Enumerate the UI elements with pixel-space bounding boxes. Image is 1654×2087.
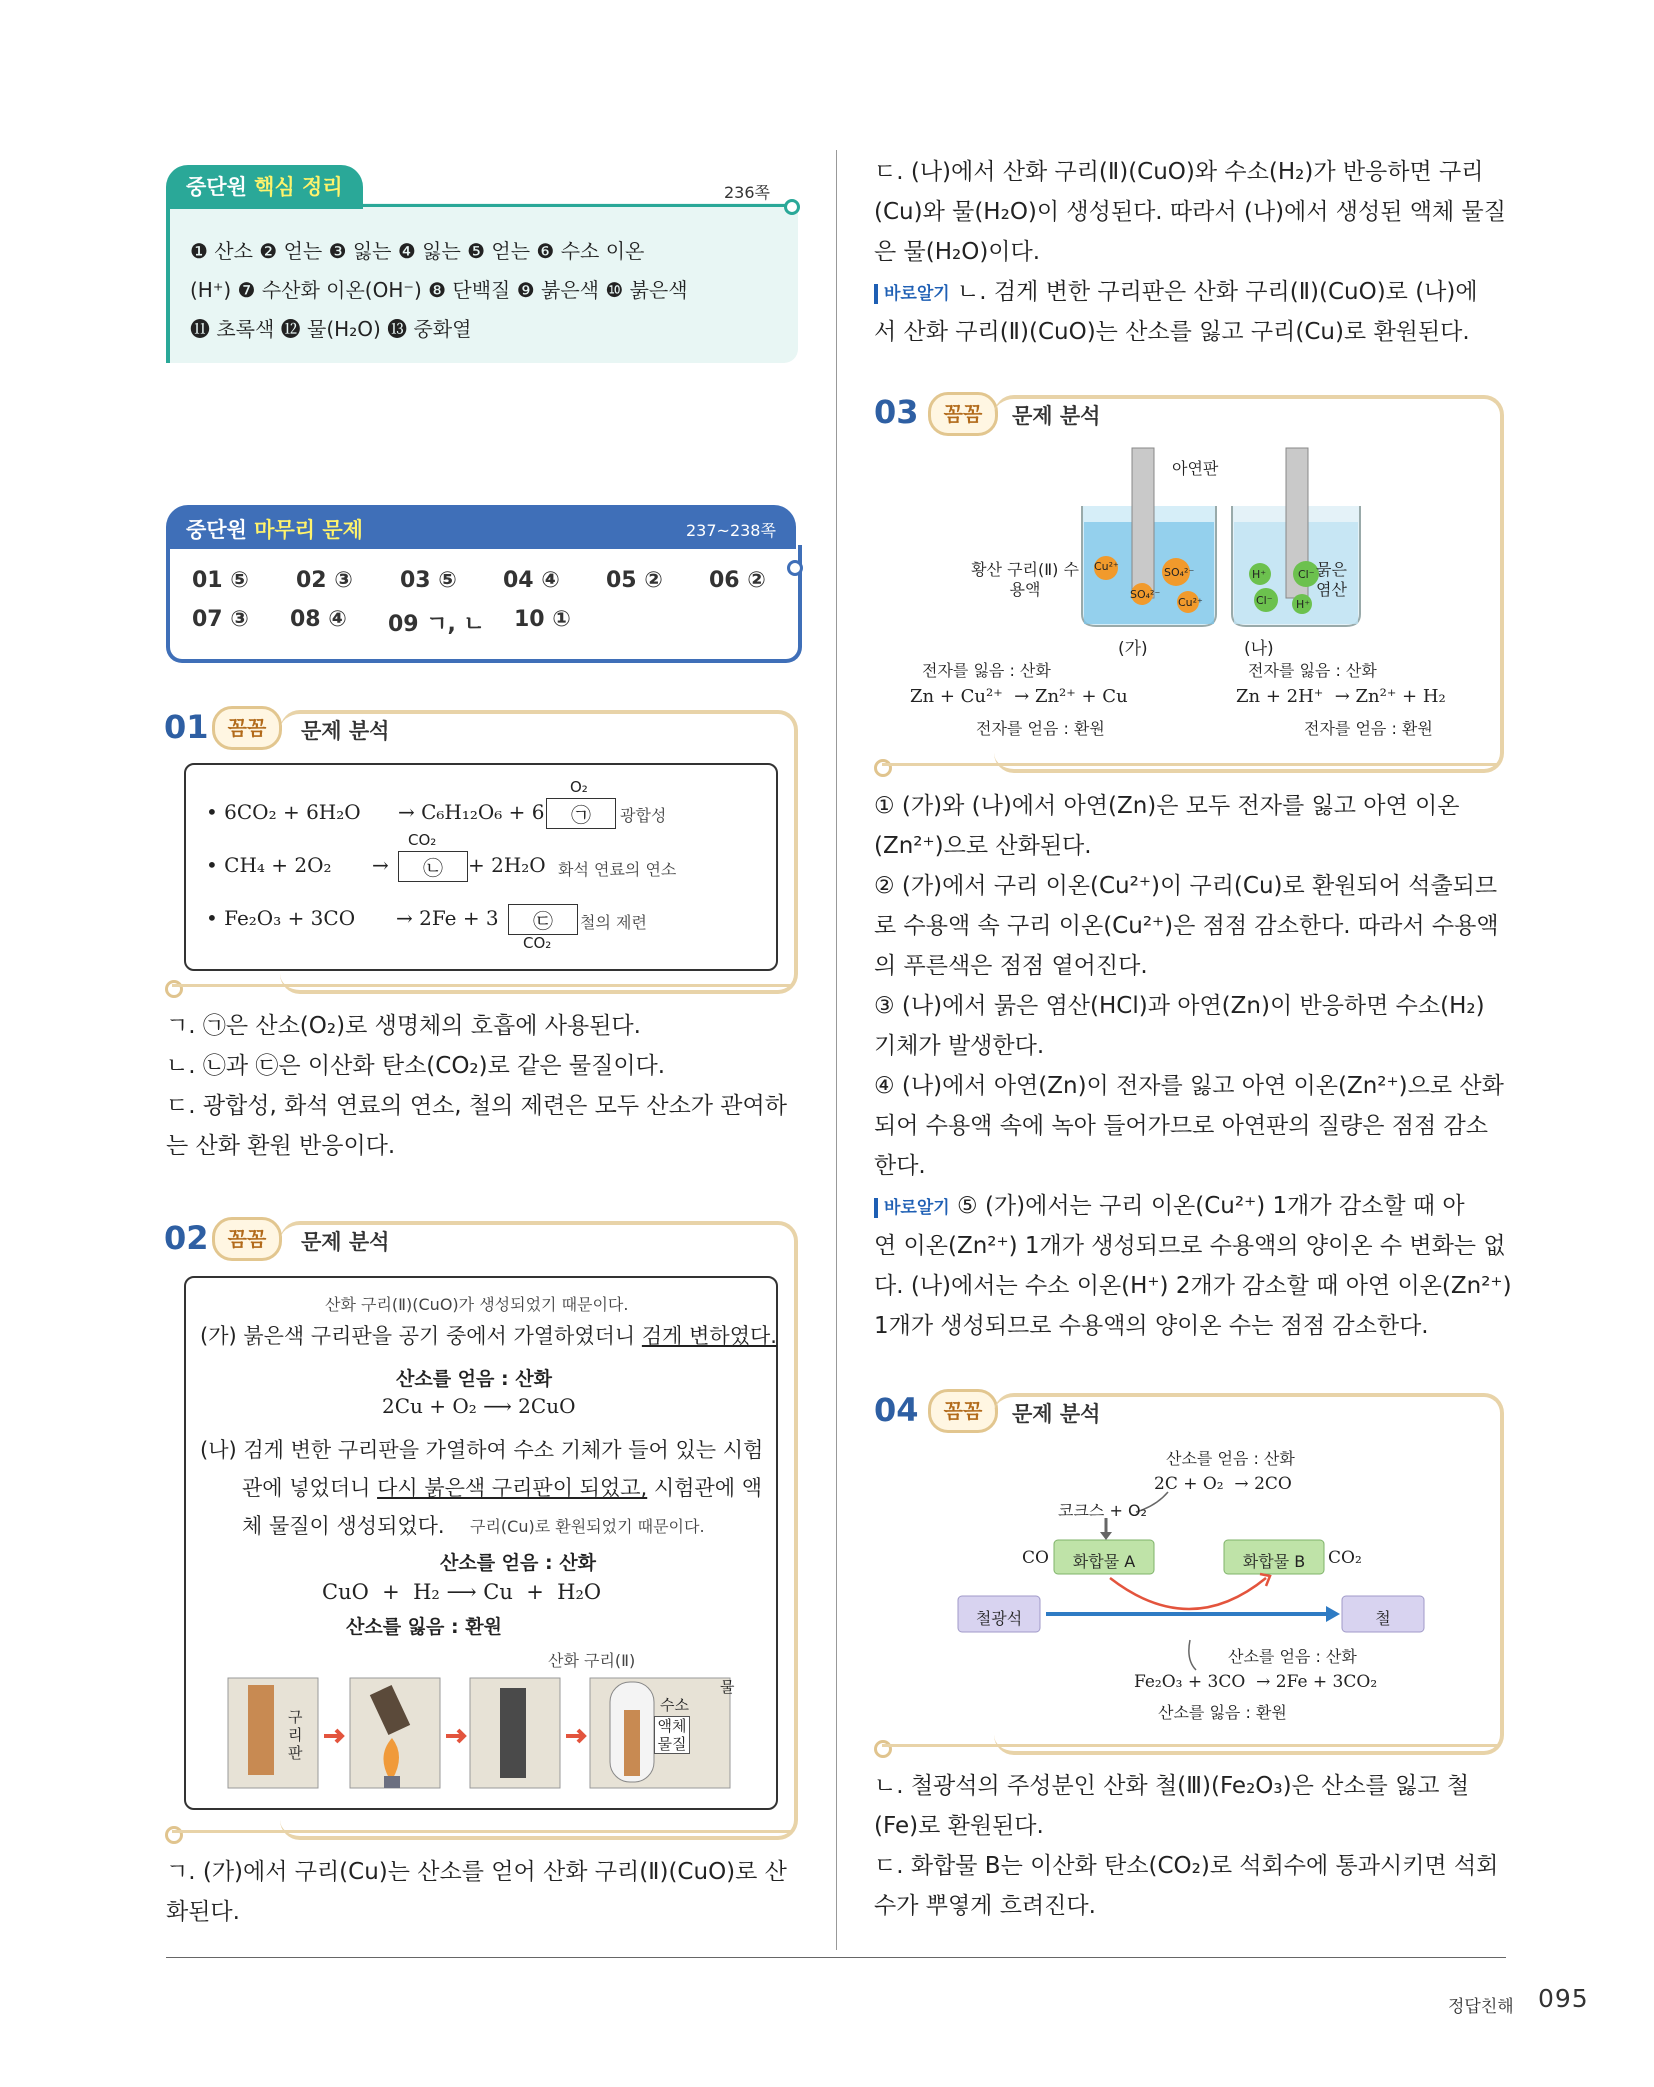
- answer-10: 10 ①: [514, 607, 571, 632]
- q03-na-equation: Zn + 2H⁺ → Zn²⁺ + H₂: [1236, 686, 1446, 707]
- q03-exp-4c: 한다.: [874, 1153, 926, 1179]
- quiz-dot: [787, 560, 803, 576]
- q04-compound-b: 화합물 B: [1242, 1552, 1306, 1571]
- q03-ion-right-4: H⁺: [1296, 598, 1311, 611]
- q04-coke: 코크스 + O₂: [1058, 1501, 1147, 1520]
- process-arrowhead: [1326, 1606, 1340, 1622]
- q02-tag-2: 산소를 얻음 : 산화: [440, 1552, 596, 1574]
- q01-bottom-rule: [172, 984, 792, 987]
- q04-exp-2b: 수가 뿌옇게 흐려진다.: [874, 1893, 1096, 1919]
- summary-divider: [360, 204, 790, 207]
- q01-row1-mid: → C₆H₁₂O₆ + 6: [398, 800, 545, 824]
- q03-ion-left-4: Cu²⁺: [1178, 596, 1203, 609]
- right-top-line-2: (Cu)와 물(H₂O)이 생성된다. 따라서 (나)에서 생성된 액체 물질: [874, 199, 1506, 225]
- q02-ga-underline: 검게 변하였다.: [641, 1324, 777, 1348]
- q04-number: 04: [874, 1391, 919, 1429]
- q02-na-line-3: 체 물질이 생성되었다.: [242, 1514, 445, 1538]
- q03-zinc-label: 아연판: [1168, 456, 1222, 479]
- q04-compound-a: 화합물 A: [1072, 1552, 1136, 1571]
- q03-ion-left-2: SO₄²⁻: [1164, 566, 1195, 579]
- q02-tag-3: 산소를 잃음 : 환원: [346, 1616, 502, 1638]
- q04-exp-1a: ㄴ. 철광석의 주성분인 산화 철(Ⅲ)(Fe₂O₃)은 산소를 잃고 철: [874, 1773, 1470, 1799]
- q03-na-bottom-tag: 전자를 얻음 : 환원: [1304, 719, 1433, 738]
- q01-row3-bottom: CO₂: [523, 934, 552, 952]
- q02-img-water: 물: [720, 1678, 735, 1696]
- summary-pages: 236쪽: [724, 183, 770, 202]
- footer-rule: [166, 1957, 1506, 1958]
- q03-exp-5d: 1개가 생성되므로 수용액의 양이온 수는 점점 감소한다.: [874, 1313, 1429, 1339]
- q04-badge: 꼼꼼: [928, 1389, 998, 1433]
- q02-note-top: 산화 구리(Ⅱ)(CuO)가 생성되었기 때문이다.: [325, 1295, 629, 1314]
- q02-img-copper: 구리판: [288, 1708, 303, 1762]
- q01-row1-top: O₂: [570, 778, 588, 796]
- q02-img-liquid: 액체 물질: [654, 1716, 690, 1754]
- quiz-tab-title: 마무리 문제: [254, 518, 363, 542]
- black-plate: [500, 1688, 526, 1778]
- answer-02: 02 ③: [296, 568, 353, 593]
- q03-number: 03: [874, 393, 919, 431]
- summary-line-2: (H⁺) ❼ 수산화 이온(OH⁻) ❽ 단백질 ❾ 붉은색 ❿ 붉은색: [190, 278, 688, 302]
- q02-label: 문제 분석: [301, 1230, 390, 1254]
- q01-explanation-3b: 는 산화 환원 반응이다.: [166, 1133, 396, 1159]
- summary-line-3: ⓫ 초록색 ⓬ 물(H₂O) ⓭ 중화열: [190, 317, 472, 341]
- coke-arrowhead: [1100, 1532, 1112, 1540]
- quiz-tab: [166, 505, 796, 549]
- zinc-plate-left: [1132, 448, 1154, 598]
- q03-exp-1a: ① (가)와 (나)에서 아연(Zn)은 모두 전자를 잃고 아연 이온: [874, 793, 1460, 819]
- q03-exp-1b: (Zn²⁺)으로 산화된다.: [874, 833, 1092, 859]
- arrow-2: [446, 1730, 464, 1742]
- q03-ga-top-tag: 전자를 잃음 : 산화: [922, 661, 1051, 680]
- answer-08: 08 ④: [290, 607, 347, 632]
- q04-bottom-rule: [882, 1744, 1498, 1747]
- right-top-line-1: ㄷ. (나)에서 산화 구리(Ⅱ)(CuO)와 수소(H₂)가 반응하면 구리: [874, 159, 1484, 185]
- q03-exp-3a: ③ (나)에서 묽은 염산(HCl)과 아연(Zn)이 반응하면 수소(H₂): [874, 993, 1485, 1019]
- q03-ion-right-2: Cl⁻: [1298, 568, 1315, 581]
- copper-plate: [248, 1685, 274, 1775]
- q03-exp-3b: 기체가 발생한다.: [874, 1033, 1045, 1059]
- q01-row2-left: • CH₄ + 2O₂: [206, 853, 332, 877]
- burner: [384, 1776, 400, 1788]
- page-number: 095: [1538, 1984, 1589, 2013]
- q03-ga-bottom-tag: 전자를 얻음 : 환원: [976, 719, 1105, 738]
- q01-explanation-2: ㄴ. ㉡과 ㉢은 이산화 탄소(CO₂)로 같은 물질이다.: [166, 1053, 666, 1079]
- q01-explanation-1: ㄱ. ㉠은 산소(O₂)로 생명체의 호흡에 사용된다.: [166, 1013, 641, 1039]
- right-top-line-4: [874, 272, 1478, 314]
- q02-ga-line: [200, 1320, 777, 1350]
- q03-correction-tag: 바로알기: [874, 1198, 950, 1218]
- q04-co2: CO₂: [1328, 1548, 1362, 1568]
- q01-blank-3: ㉢: [508, 904, 578, 935]
- q01-blank-1: ㉠: [546, 798, 616, 829]
- q02-equation-2: CuO + H₂ ⟶ Cu + H₂O: [322, 1580, 602, 1604]
- quiz-title: [186, 514, 363, 544]
- q04-top-tag: 산소를 얻음 : 산화: [1166, 1449, 1295, 1468]
- q03-ga-equation: Zn + Cu²⁺ → Zn²⁺ + Cu: [910, 686, 1128, 707]
- q01-blank-2: ㉡: [398, 851, 468, 882]
- q03-exp-5b: 연 이온(Zn²⁺) 1개가 생성되므로 수용액의 양이온 수 변화는 없: [874, 1233, 1506, 1259]
- q01-number: 01: [164, 708, 209, 746]
- q04-ore: 철광석: [975, 1609, 1023, 1628]
- q02-equation-1: 2Cu + O₂ ⟶ 2CuO: [382, 1394, 576, 1418]
- q03-circle: [874, 759, 892, 777]
- q03-badge: 꼼꼼: [928, 392, 998, 436]
- summary-dot: [784, 199, 800, 215]
- q02-img-cuo: 산화 구리(Ⅱ): [548, 1651, 636, 1670]
- q02-note-bottom: 구리(Cu)로 환원되었기 때문이다.: [470, 1517, 705, 1536]
- q03-ion-right-3: Cl⁻: [1256, 594, 1273, 607]
- q03-na-top-tag: 전자를 잃음 : 산화: [1248, 661, 1377, 680]
- q04-iron: 철: [1375, 1609, 1391, 1628]
- q02-na-line-1: (나) 검게 변한 구리판을 가열하여 수소 기체가 들어 있는 시험: [200, 1438, 764, 1462]
- q04-circle: [874, 1740, 892, 1758]
- right-top-correction-tag: 바로알기: [874, 284, 950, 304]
- q03-exp-4b: 되어 수용액 속에 녹아 들어가므로 아연판의 질량은 점점 감소: [874, 1113, 1488, 1139]
- q03-exp-5a: [874, 1186, 1465, 1228]
- answer-04: 04 ④: [503, 568, 560, 593]
- q02-bottom-rule: [172, 1830, 792, 1833]
- q04-co: CO: [1022, 1548, 1049, 1568]
- q03-left-solution: 황산 구리(Ⅱ) 수용액: [971, 560, 1079, 599]
- footer-label: 정답친해: [1448, 1997, 1514, 2017]
- q03-ion-right-1: H⁺: [1252, 568, 1267, 581]
- q02-img-h2: 수소: [660, 1696, 689, 1714]
- q01-row3-left: • Fe₂O₃ + 3CO: [206, 906, 356, 930]
- q04-exp-1b: (Fe)로 환원된다.: [874, 1813, 1044, 1839]
- q04-label: 문제 분석: [1012, 1402, 1101, 1426]
- q03-exp-2c: 의 푸른색은 점점 옅어진다.: [874, 953, 1148, 979]
- answer-06: 06 ②: [709, 568, 766, 593]
- arrow-1: [324, 1730, 342, 1742]
- q03-label-ga: (가): [1118, 639, 1148, 659]
- q02-na-text-a: 관에 넣었더니: [242, 1476, 378, 1500]
- bottom-link: [1189, 1640, 1196, 1670]
- q04-bottom-equation: Fe₂O₃ + 3CO → 2Fe + 3CO₂: [1134, 1672, 1378, 1692]
- q02-number: 02: [164, 1219, 209, 1257]
- answer-07: 07 ③: [192, 607, 249, 632]
- q03-right-solution: 묽은 염산: [1316, 560, 1347, 599]
- answer-03: 03 ⑤: [400, 568, 457, 593]
- answer-05: 05 ②: [606, 568, 663, 593]
- right-top-line-3: 은 물(H₂O)이다.: [874, 239, 1041, 265]
- summary-tab: [166, 165, 363, 209]
- right-top-line-4-text: ㄴ. 검게 변한 구리판은 산화 구리(Ⅱ)(CuO)로 (나)에: [949, 279, 1478, 305]
- q01-row1-left: • 6CO₂ + 6H₂O: [206, 800, 361, 824]
- q02-na-line-2: [242, 1472, 762, 1502]
- q03-label: 문제 분석: [1012, 404, 1101, 428]
- q03-exp-4a: ④ (나)에서 아연(Zn)이 전자를 잃고 아연 이온(Zn²⁺)으로 산화: [874, 1073, 1504, 1099]
- q02-na-text-c: 시험관에 액: [647, 1476, 762, 1500]
- answer-01: 01 ⑤: [192, 568, 249, 593]
- q02-badge: 꼼꼼: [212, 1217, 282, 1261]
- q02-tag-1: 산소를 얻음 : 산화: [396, 1368, 552, 1390]
- q01-row1-note: 광합성: [620, 806, 667, 825]
- q01-row2-arrow: →: [372, 853, 389, 877]
- q03-bottom-rule: [882, 763, 1498, 766]
- q01-row2-note: 화석 연료의 연소: [558, 860, 677, 879]
- arrow-3: [566, 1730, 584, 1742]
- q04-top-equation: 2C + O₂ → 2CO: [1154, 1474, 1292, 1494]
- answer-09: 09 ㄱ, ㄴ: [388, 612, 485, 637]
- summary-tab-title: 핵심 정리: [254, 175, 343, 199]
- q02-na-underline: 다시 붉은색 구리판이 되었고,: [377, 1476, 648, 1500]
- q03-exp-2a: ② (가)에서 구리 이온(Cu²⁺)이 구리(Cu)로 환원되어 석출되므: [874, 873, 1498, 899]
- q01-badge: 꼼꼼: [212, 706, 282, 750]
- q03-ion-left-1: Cu²⁺: [1094, 560, 1119, 573]
- q01-row3-mid: → 2Fe + 3: [396, 906, 499, 930]
- q02-circle: [165, 1826, 183, 1844]
- q03-ion-left-3: SO₄²⁻: [1130, 588, 1161, 601]
- q01-explanation-3a: ㄷ. 광합성, 화석 연료의 연소, 철의 제련은 모두 산소가 관여하: [166, 1093, 787, 1119]
- q03-exp-5c: 다. (나)에서는 수소 이온(H⁺) 2개가 감소할 때 아연 이온(Zn²⁺): [874, 1273, 1512, 1299]
- quiz-pages: 237~238쪽: [686, 521, 776, 540]
- q04-bottom-tag: 산소를 얻음 : 산화: [1228, 1647, 1357, 1666]
- q03-exp-5a-text: ⑤ (가)에서는 구리 이온(Cu²⁺) 1개가 감소할 때 아: [949, 1193, 1465, 1219]
- quiz-tab-prefix: 중단원: [186, 518, 247, 542]
- summary-line-1: ❶ 산소 ❷ 얻는 ❸ 잃는 ❹ 잃는 ❺ 얻는 ❻ 수소 이온: [190, 239, 645, 263]
- q02-explanation-1a: ㄱ. (가)에서 구리(Cu)는 산소를 얻어 산화 구리(Ⅱ)(CuO)로 산: [166, 1859, 787, 1885]
- q04-exp-2a: ㄷ. 화합물 B는 이산화 탄소(CO₂)로 석회수에 통과시키면 석회: [874, 1853, 1499, 1879]
- q01-label: 문제 분석: [301, 719, 390, 743]
- q01-row2-top: CO₂: [408, 831, 437, 849]
- q03-exp-2b: 로 수용액 속 구리 이온(Cu²⁺)은 점점 감소한다. 따라서 수용액: [874, 913, 1499, 939]
- tube-copper: [624, 1710, 640, 1776]
- quiz-box: [166, 545, 802, 663]
- column-divider: [836, 150, 837, 1950]
- reaction-arc: [1110, 1578, 1266, 1609]
- q01-circle: [165, 980, 183, 998]
- q03-label-na: (나): [1244, 639, 1274, 659]
- right-top-line-5: 서 산화 구리(Ⅱ)(CuO)는 산소를 잃고 구리(Cu)로 환원된다.: [874, 319, 1470, 345]
- q04-bottom-tag-2: 산소를 잃음 : 환원: [1158, 1703, 1287, 1722]
- q01-row2-mid: + 2H₂O: [468, 853, 546, 877]
- q01-row3-note: 철의 제련: [580, 913, 647, 932]
- q02-ga-text: (가) 붉은색 구리판을 공기 중에서 가열하였더니: [200, 1324, 642, 1348]
- q02-explanation-1b: 화된다.: [166, 1899, 240, 1925]
- summary-tab-prefix: 중단원: [186, 175, 247, 199]
